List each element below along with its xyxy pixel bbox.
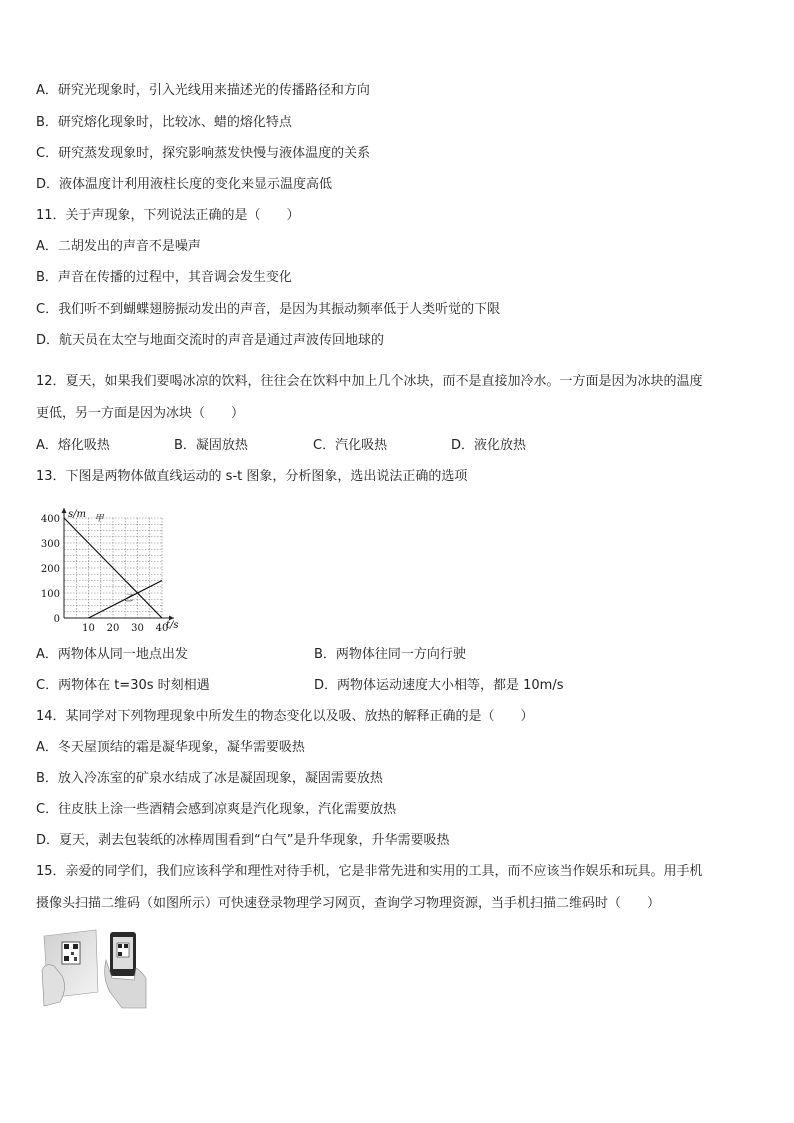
x-tick-label: 20	[106, 623, 120, 634]
q13-option-c: C．两物体在 t=30s 时刻相遇	[36, 678, 210, 693]
q12-option-d: D．液化放热	[451, 438, 527, 453]
y-axis-arrow	[62, 508, 67, 513]
q15-stem-line1: 15．亲爱的同学们，我们应该科学和理性对待手机，它是非常先进和实用的工具，而不应该当作娱乐和玩具。用手机	[36, 864, 703, 879]
y-tick-label: 400	[40, 514, 60, 525]
y-tick-label: 100	[40, 589, 60, 600]
q14-option-a: A．冬天屋顶结的霜是凝华现象，凝华需要吸热	[36, 740, 305, 755]
y-tick-label: 300	[40, 539, 60, 550]
q10-option-c: C．研究蒸发现象时，探究影响蒸发快慢与液体温度的关系	[36, 146, 371, 161]
q14-stem: 14．某同学对下列物理现象中所发生的物态变化以及吸、放热的解释正确的是（ ）	[36, 709, 534, 724]
series-label-2: 乙	[123, 594, 133, 604]
y-tick-label: 0	[53, 614, 60, 625]
q13-stem: 13．下图是两物体做直线运动的 s-t 图象，分析图象，选出说法正确的选项	[36, 469, 468, 484]
x-tick-label: 40	[155, 623, 169, 634]
q12-stem-line1: 12．夏天，如果我们要喝冰凉的饮料，往往会在饮料中加上几个冰块，而不是直接加冷水。一方面是因为冰块的温度	[36, 374, 703, 389]
st-graph	[34, 503, 194, 635]
q13-option-d: D．两物体运动速度大小相等，都是 10m/s	[314, 678, 564, 693]
q14-option-d: D．夏天，剥去包装纸的冰棒周围看到“白气”是升华现象，升华需要吸热	[36, 833, 450, 848]
x-tick-label: 30	[131, 623, 144, 634]
q12-option-b: B．凝固放热	[174, 438, 248, 453]
q10-option-d: D．液体温度计利用液柱长度的变化来显示温度高低	[36, 177, 333, 192]
q10-option-a: A．研究光现象时，引入光线用来描述光的传播路径和方向	[36, 83, 370, 98]
q13-option-b: B．两物体往同一方向行驶	[314, 647, 466, 662]
x-tick-label: 10	[82, 623, 95, 634]
qr-scan-illustration	[40, 926, 148, 1010]
q11-option-c: C．我们听不到蝴蝶翅膀振动发出的声音，是因为其振动频率低于人类听觉的下限	[36, 302, 501, 317]
q11-option-a: A．二胡发出的声音不是噪声	[36, 239, 201, 254]
chart-labels	[41, 509, 179, 634]
q15-stem-line2: 摄像头扫描二维码（如图所示）可快速登录物理学习网页，查询学习物理资源，当手机扫描二维码时（ ）	[36, 896, 661, 911]
q10-option-b: B．研究熔化现象时，比较冰、蜡的熔化特点	[36, 115, 292, 130]
series-label-1: 甲	[94, 514, 104, 524]
q11-option-d: D．航天员在太空与地面交流时的声音是通过声波传回地球的	[36, 333, 385, 348]
q13-option-a: A．两物体从同一地点出发	[36, 647, 188, 662]
q12-option-c: C．汽化吸热	[313, 438, 388, 453]
q11-stem: 11．关于声现象，下列说法正确的是（ ）	[36, 208, 300, 223]
x-axis-label: t/s	[166, 620, 179, 631]
q11-option-b: B．声音在传播的过程中，其音调会发生变化	[36, 270, 292, 285]
q14-option-c: C．往皮肤上涂一些酒精会感到凉爽是汽化现象，汽化需要放热	[36, 802, 397, 817]
y-tick-label: 200	[40, 564, 60, 575]
q12-stem-line2: 更低，另一方面是因为冰块（ ）	[36, 406, 245, 421]
q14-option-b: B．放入冷冻室的矿泉水结成了冰是凝固现象，凝固需要放热	[36, 771, 383, 786]
q12-option-a: A．熔化吸热	[36, 438, 110, 453]
y-axis-label: s/m	[68, 509, 86, 520]
